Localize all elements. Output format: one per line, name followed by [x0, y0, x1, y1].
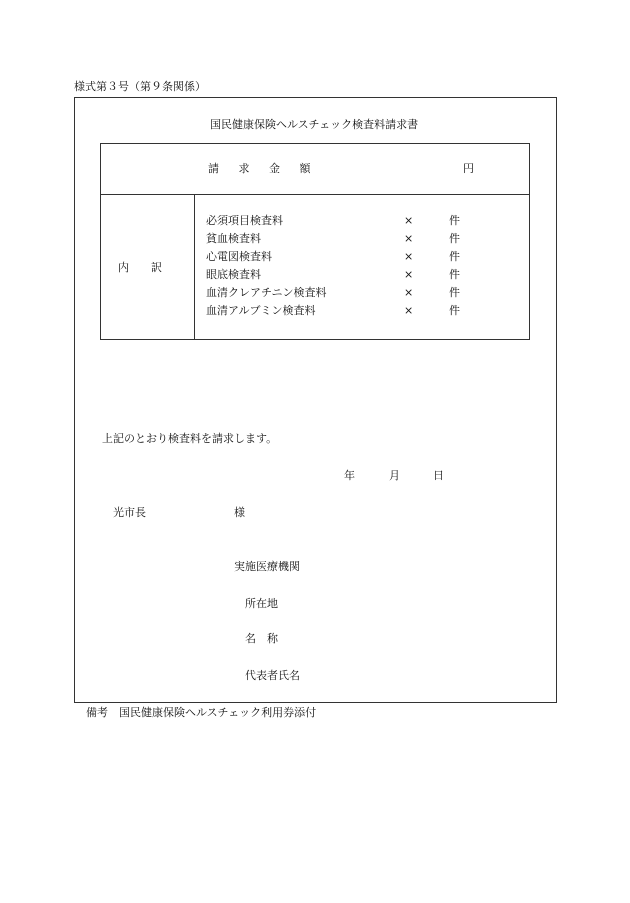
- addressee-name: 光市長: [113, 506, 146, 519]
- table-divider-vertical: [194, 194, 195, 339]
- institution-location-label: 所在地: [245, 597, 278, 610]
- claim-amount-unit: 円: [463, 162, 474, 175]
- breakdown-label: 内 訳: [118, 261, 162, 274]
- count-unit: 件: [449, 250, 460, 263]
- remarks-note: 備考 国民健康保険ヘルスチェック利用券添付: [86, 706, 317, 719]
- times-sign: ×: [404, 250, 414, 263]
- table-divider-horizontal: [101, 194, 529, 195]
- date-year: 年: [344, 469, 355, 482]
- count-unit: 件: [449, 214, 460, 227]
- institution-heading: 実施医療機関: [234, 560, 300, 573]
- breakdown-item-name: 必須項目検査料: [206, 214, 283, 227]
- count-unit: 件: [449, 268, 460, 281]
- times-sign: ×: [404, 214, 414, 227]
- form-title: 国民健康保険ヘルスチェック検査料請求書: [210, 118, 419, 131]
- count-unit: 件: [449, 304, 460, 317]
- date-month: 月: [389, 469, 400, 482]
- count-unit: 件: [449, 232, 460, 245]
- times-sign: ×: [404, 286, 414, 299]
- request-statement: 上記のとおり検査料を請求します。: [102, 432, 278, 445]
- date-day: 日: [433, 469, 444, 482]
- breakdown-item-name: 血清クレアチニン検査料: [206, 286, 327, 299]
- times-sign: ×: [404, 304, 414, 317]
- institution-name-label: 名 称: [245, 632, 278, 645]
- claim-amount-label: 請 求 金 額: [208, 162, 319, 175]
- count-unit: 件: [449, 286, 460, 299]
- breakdown-item-name: 貧血検査料: [206, 232, 261, 245]
- breakdown-item-name: 心電図検査料: [206, 250, 272, 263]
- times-sign: ×: [404, 232, 414, 245]
- times-sign: ×: [404, 268, 414, 281]
- form-number: 様式第３号（第９条関係）: [74, 80, 206, 93]
- institution-representative-label: 代表者氏名: [245, 669, 300, 682]
- addressee-honorific: 様: [234, 506, 245, 519]
- breakdown-item-name: 眼底検査料: [206, 268, 261, 281]
- breakdown-item-name: 血清アルブミン検査料: [206, 304, 316, 317]
